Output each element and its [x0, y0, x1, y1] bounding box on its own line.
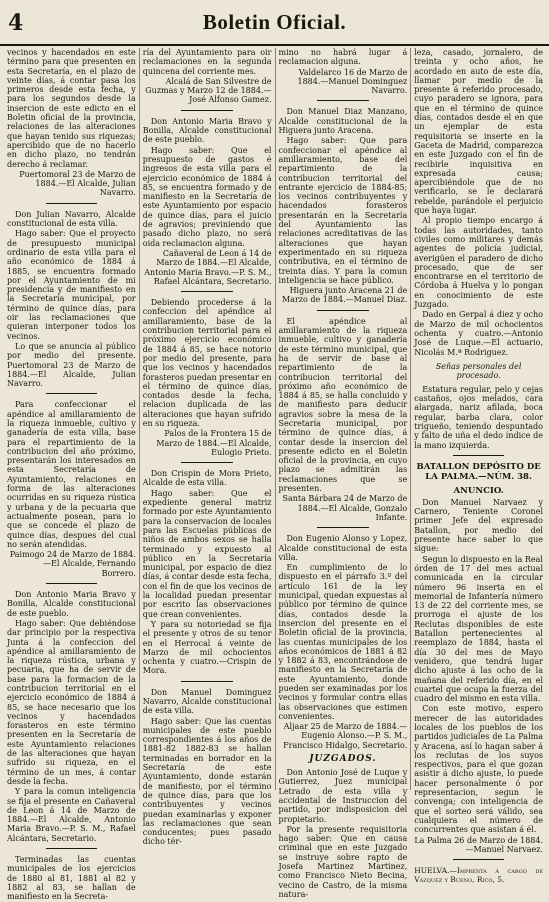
text-paragraph: Hago saber: Que las cuentas municipales de este pueblo correspondientes á los años de 1881-82 1882-83 se hallan terminadas en borrador en la Secretaría de este Ayuntamiento, donde estarán de manifiesto, por el término de quince días, para que los contribuyentes y vecinos puedan examinarlas y exponer las reclamaciones que sean conducentes; pues pasado dicho tér-: [142, 716, 272, 847]
text-paragraph: Estatura regular, pelo y cejas castaños, ojos melados, cara alargada, nariz afilada, boca regular, barba clara, color trigueño, teniendo despuntado y falto de uña el dedo índice de la mano izquierda.: [414, 384, 543, 450]
page-number: 4: [8, 10, 24, 36]
notice-opening: Don Julian Navarro, Alcalde constitucional de esta villa.: [7, 209, 136, 229]
signature: Santa Bárbara 24 de Marzo de 1884.—El Alcalde, Gonzalo Infante.: [282, 494, 408, 522]
text-paragraph: Segun lo dispuesto en la Real órden de 17 del mes actual comunicada en la circular número 96 inserta en el memorial de Infantería número 13 de 22 del corriente mes, se prorroga el ajuste de los Reclutas disponibles de este Batallon pertenecientes al reemplazo de 1884, hasta el día 30 del mes de Mayo venidero, que tendrá lugar dicho ajuste á las ocho de la mañana del referido día, en el cuartel que ocupa la fuerza del cuadro del mismo en esta villa.: [414, 554, 543, 704]
notice-opening: Don Manuel Dominguez Navarro, Alcalde constitucional de esta villa.: [142, 687, 272, 716]
text-paragraph: Hago saber: Que el expediente general matriz formado por este Ayuntamiento para la conservacion de locales para las Escuelas públicas de niños de ambos sexos se halla terminado y expuesto al público en la Secretaría municipal, por espacio de diez días, á contar desde esta fecha, con el fin de que los vecinos de la localidad puedan presentar por escrito las observaciones que crean convenientes.: [142, 488, 272, 619]
text-paragraph: Dado en Gerpal á diez y ocho de Marzo de mil ochocientos ochenta y cuatro.—Antonio José de Luque.—El actuario, Nicolás M.ª Rodriguez.: [414, 310, 543, 357]
section-heading-batallon: BATALLON DEPÓSITO DE LA PALMA.—NÚM. 38.: [416, 461, 541, 482]
printer-imprint: HUELVA.—Imprenta á cargo de Vázquez y Bueno, Rico, 5.: [414, 866, 543, 885]
announcement-heading: ANUNCIO.: [453, 485, 504, 496]
text-paragraph: Hago saber: Que el presupuesto de gastos é ingresos de esta villa para el ejercicio económico de 1884 á 85, se encuentra formado y de manifiesto en la Secretaría de este Ayuntamiento por espacio de quince días, para el juicio de agravios; previniendo que pasado dicho plazo, no será oida reclamacion alguna.: [142, 145, 272, 248]
signature: Palos de la Frontera 15 de Marzo de 1884.—El Alcalde, Eulogio Prieto.: [156, 429, 272, 457]
text-paragraph: Hago saber: Que para confeccionar el apéndice al amillaramiento, base del repartimiento de la contribucion territorial del entrante ejercicio de 1884-85; los vecinos contribuyentes y hacendados forasteros presentarán en la Secretaría del Ayuntamiento las relaciones acreditativas de las alteraciones que hayan experimentado en su riqueza contributiva, en el término de treinta días. Y para la comun inteligencia se hace público.: [278, 136, 408, 285]
signature: Cañaveral de Leon á 14 de Marzo de 1884.—El Alcalde, Antonio Maria Bravo.—P. S. M., Rafael Alcántara, Secretario.: [144, 248, 272, 286]
text-paragraph: Hago saber: Que debiéndose dar principio por la respectiva Junta á la confeccion del apéndice al amillaramiento de la riqueza rústica, urbana y pecuaria, que ha de servir de base para la formacion de la contribucion territorial en el ejercicio económico de 1884 á 85, se hace necesario que los vecinos y hacendados forasteros en este término presenten en la Secretaría de este Ayuntamiento relaciones de las alteraciones que hayan sufrido su riqueza, en el término de un mes, á contar desde la fecha.: [7, 618, 136, 786]
text-paragraph: Y para su notoriedad se fija el presente y otros de su tenor en el Herrocal á veinte de Marzo de mil ochocientos ochenta y cuatro.—Crispin de Mora.: [142, 619, 272, 676]
text-paragraph: Terminadas las cuentas municipales de los ejercicios de 1880 al 81, 1881 al 82 y 1882 al 83, se hallan de manifiesto en la Secreta-: [7, 855, 136, 902]
separator-line: [317, 100, 369, 101]
text-paragraph: Hago saber: Que el proyecto de presupuesto municipal ordinario de esta villa para el año económico de 1884 á 1885, se encuentra formado por el Ayuntamiento de mi presidencia y de manifiesto en la Secretaría municipal, por término de quince días, para oir las reclamaciones que quieran interponer todos los vecinos.: [7, 229, 136, 341]
text-paragraph: Con este motivo, espero merecer de las autoridades locales de los pueblos de los partidos judiciales de La Palma y Aracena, así lo hagan saber á los reclutas de los suyos respectivos, para el que gozan asistir á dicho ajuste, lo puede hacer personalmente ó por representacion, segun le convenga; con inteligencia de que el sorteo será válido, sea cualquiera el número de concurrentes que asistan á él.: [414, 704, 543, 835]
text-paragraph: ría del Ayuntamiento para oir reclamaciones en la segunda quincena del corriente mes.: [142, 48, 272, 76]
text-paragraph: Para confeccionar el apéndice al amillaramiento de la riqueza inmueble, cultivo y ganadería de esta villa, base para el repartimiento de la contribucion del año próximo, presentarán los interesados en esta Secretaría de Ayuntamiento, relaciones en forma de las alteraciones ocurridas en su riqueza rústica y urbana y de la pecuaria que actualmente posean, para lo que se concede el plazo de quince días, despues del cual no serán atendidas.: [7, 400, 136, 549]
text-paragraph: mino no habrá lugar á reclamacion alguna.: [278, 48, 408, 67]
columns: [4, 48, 546, 902]
text-paragraph: leza, casado, jornalero, de treinta y ocho años, he acordado en auto de este día, llamar por medio de la presente á referido procesado, cuyo paradero se ignora, para que en el término de quince días, contados desde el en que un ejemplar de esta requisitoria se inserte en la Gaceta de Madrid, comparezca en este Juzgado con el fin de recibirle inquisitiva en expresada causa; apercibiéndole que de no verificarlo, se le declarará rebelde, parándole el perjuicio que haya lugar.: [414, 48, 543, 216]
notice-opening: Don Crispin de Mora Prieto, Alcalde de esta villa.: [142, 469, 272, 488]
text-paragraph: Y para la comun inteligencia se fija el presente en Cañaveral de Leon á 14 de Marzo de 1884.—El Alcalde, Antonio Maria Bravo.—P. S. M., Rafael Alcántara, Secretario.: [7, 787, 136, 843]
newspaper-title: Boletin Oficial.: [202, 10, 347, 34]
column-2: [140, 48, 276, 847]
separator-line: [317, 527, 369, 528]
notice-opening: Don Antonio Maria Bravo y Bonilla, Alcalde constitucional de este pueblo.: [7, 590, 136, 618]
separator-line: [181, 462, 233, 463]
text-paragraph: El apéndice al amillaramiento de la riqueza inmueble, cultivo y ganadería de este término municipal, que ha de servir de base al repartimiento de la contribucion territorial del próximo año económico de 1884 á 85, se halla concluido y de manifiesto para deducir agravios sobre la mesa de la Secretaría municipal, por término de quince días, á contar desde la insercion del presente edicto en el Boletin oficial de la provincia, en cuyo plazo se admitirán las reclamaciones que se presenten.: [278, 316, 408, 494]
notice-opening: Don Manuel Diaz Manzano, Alcalde constitucional de la Higuera junto Aracena.: [278, 107, 408, 136]
signature: Alcalá de San Silvestre de Guzmas y Marzo 12 de 1884.—José Alfonso Gamez.: [145, 76, 272, 105]
separator-line: [46, 583, 98, 584]
signature: Aljaar 25 de Marzo de 1884.—Eugenio Alonso.—P. S. M., Francisco Hidalgo, Secretario.: [283, 722, 408, 750]
separator-line: [317, 310, 369, 311]
separator-line: [453, 859, 505, 860]
separator-line: [453, 455, 505, 456]
signature: La Palma 26 de Marzo de 1884.—Manuel Narvaez.: [414, 835, 543, 854]
notice-opening: Don Antonio Maria Bravo y Bonilla, Alcalde constitucional de este pueblo.: [142, 116, 272, 145]
subheading-personal-details: Señas personales del procesado.: [435, 361, 522, 380]
notice-opening: Don Antonio José de Luque y Gutierrez, Juez municipal Letrado de esta villa y accidental de Instruccion del partido, por indisposicion del propietario.: [278, 768, 408, 824]
separator-line: [181, 291, 233, 292]
notice-opening: Don Manuel Narvaez y Carnero, Teniente Coronel primer Jefe del expresado Batallon, por medio del presente hace saber lo que sigue:: [414, 497, 543, 554]
text-paragraph: Por la presente requisitoria hago saber: Que en causa criminal que en este Juzgado se instruye sobre rapto de Josefa Martinez Martinez, como Francisco Nieto Becina, vecino de Castro, de la misma natura-: [278, 824, 408, 899]
text-paragraph: Lo que se anuncia al público por medio del presente. Puertomoral 23 de Marzo de 1884.—El Alcalde, Julian Navarro.: [7, 341, 136, 389]
separator-line: [181, 110, 233, 111]
separator-line: [46, 393, 98, 394]
text-paragraph: vecinos y hacendados en este término para que presenten en esta Secretaría, en el plazo de veinte días, á contar pasa los primeros desde esta fecha, y para los segundos desde la insercion de este edicto en el Boletin oficial de la provincia, relaciones de las alteraciones que hayan tenido sus riquezas; apercibido que de no hacerlo en dicho plazo, no tendrán derecho á reclamar.: [7, 48, 136, 169]
signature: Puertomoral 23 de Marzo de 1884.—El Alcalde, Julian Navarro.: [19, 169, 136, 198]
masthead: [0, 0, 549, 46]
text-paragraph: Debiendo procederse á la confeccion del apéndice al amillaramiento, base de la contribucion territorial para el próximo ejercicio económico de 1884 á 85, se hace notorio por medio del presente, para que los vecinos y hacendados forasteros puedan presentar en el término de quince días, contados desde la fecha, relacion duplicada de las alteraciones que hayan sufrido en su riqueza.: [142, 298, 272, 428]
separator-line: [46, 203, 98, 204]
signature: Paimogo 24 de Marzo de 1884.—El Alcalde, Fernando Borrero.: [9, 550, 136, 578]
separator-line: [181, 681, 233, 682]
separator-line: [46, 848, 98, 849]
column-1: [4, 48, 140, 902]
text-paragraph: Al propio tiempo encargo á todas las autoridades, tanto civiles como militares y demás agentes de policía judicial, averigüen el paradero de dicho procesado, que de ser encontrarse en el territorio de Córdoba á Huelva y lo pongan en conocimiento de este Juzgado.: [414, 216, 543, 310]
column-4: [411, 48, 546, 885]
text-paragraph: En cumplimiento de lo dispuesto en el párrafo 3.º del artículo 161 de la ley municipal, quedan expuestas al público por término de quince días, contados desde la insercion del presente en el Boletin oficial de la provincia, las cuentas municipales de los años económicos de 1881 á 82 y 1882 á 83, encontrándose de manifiesto en la Secretaría de este Ayuntamiento, donde pueden ser examinadas por los vecinos y formular contra ellas las observaciones que estimen convenientes.: [278, 563, 408, 721]
signature: Valdelarco 16 de Marzo de 1884.—Manuel Dominguez Navarro.: [297, 67, 408, 96]
section-heading-juzgados: JUZGADOS.: [309, 754, 377, 765]
signature: Higuera junto Aracena 21 de Marzo de 1884.—Manuel Diaz.: [281, 286, 408, 305]
column-3: [276, 48, 412, 899]
notice-opening: Don Eugenio Alonso y Lopez, Alcalde constitucional de esta villa.: [278, 534, 408, 562]
